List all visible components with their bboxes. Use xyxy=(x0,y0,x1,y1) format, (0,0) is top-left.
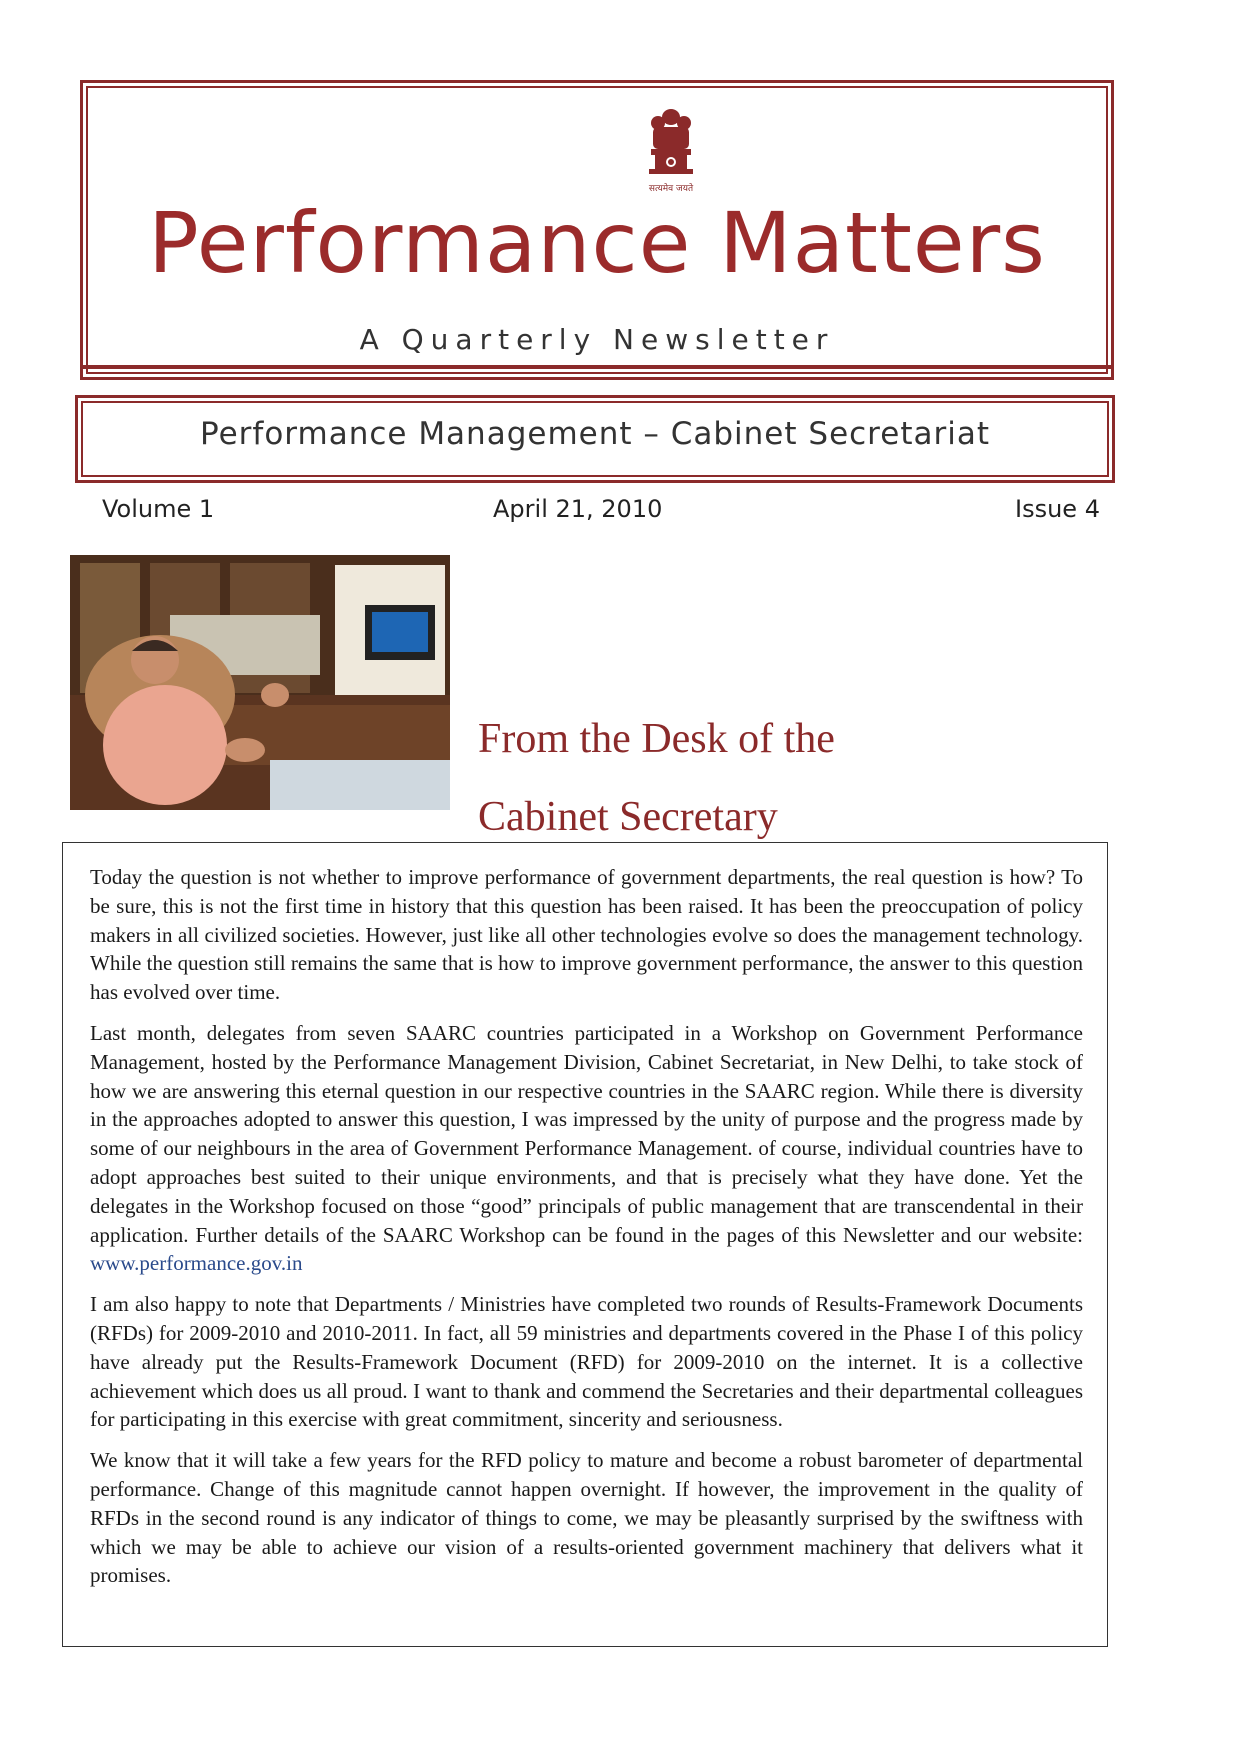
article-heading-line1: From the Desk of the xyxy=(478,716,835,762)
article-body xyxy=(62,842,1108,1647)
article-heading xyxy=(478,700,835,856)
state-emblem-icon xyxy=(641,105,701,205)
cabinet-secretary-photo xyxy=(70,555,450,810)
emblem-motto: सत्यमेव जयते xyxy=(648,184,694,194)
website-link[interactable]: www.performance.gov.in xyxy=(90,1251,303,1276)
issue-date: April 21, 2010 xyxy=(493,495,663,523)
article-heading-line2: Cabinet Secretary xyxy=(478,794,778,840)
article-paragraph: Today the question is not whether to improve performance of government departments, the real question is how? To be sure, this is not the first time in history that this question has been raised. It has been the preoccupation of policy makers in all civilized societies. However, just like all other technologies evolve so does the management technology. While the question still remains the same that is how to improve government performance, the answer to this question has evolved over time. xyxy=(90,865,1083,1005)
article-paragraph-text: Last month, delegates from seven SAARC countries participated in a Workshop on Government Performance Management, hosted by the Performance Management Division, Cabinet Secretariat, in New Delhi, to take stock of how we are answering this eternal question in our respective countries in the SAARC region. While there is diversity in the approaches adopted to answer this question, I was impressed by the unity of purpose and the progress made by some of our neighbours in the area of Government Performance Management. of course, individual countries have to adopt approaches best suited to their unique environments, and that is precisely what they have done. Yet the delegates in the Workshop focused on those “good” principals of public management that are transcendental in their application. Further details of the SAARC Workshop can be found in the pages of this Newsletter and our website: xyxy=(90,1020,1083,1247)
article-paragraph: I am also happy to note that Departments / Ministries have completed two rounds of Results-Framework Documents (RFDs) for 2009-2010 and 2010-2011. In fact, all 59 ministries and departments covered in the Phase I of this policy have already put the Results-Framework Document (RFD) for 2009-2010 on the internet. It is a collective achievement which does us all proud. I want to thank and commend the Secretaries and their departmental colleagues for participating in this exercise with great commitment, sincerity and seriousness. xyxy=(90,1292,1083,1432)
newsletter-title: Performance Matters xyxy=(148,194,1046,292)
division-name: Performance Management – Cabinet Secretariat xyxy=(200,416,990,452)
article-paragraph xyxy=(90,1019,1083,1278)
newsletter-subtitle: A Quarterly Newsletter xyxy=(359,323,835,356)
issue-number: Issue 4 xyxy=(1015,495,1100,523)
volume-label: Volume 1 xyxy=(102,495,215,523)
division-banner xyxy=(75,395,1115,483)
article-paragraph: We know that it will take a few years for the RFD policy to mature and become a robust barometer of departmental performance. Change of this magnitude cannot happen overnight. If however, the improvement in the quality of RFDs in the second round is any indicator of things to come, we may be pleasantly surprised by the swiftness with which we may be able to achieve our vision of a results-oriented government machinery that delivers what it promises. xyxy=(90,1448,1083,1588)
masthead xyxy=(80,80,1114,380)
